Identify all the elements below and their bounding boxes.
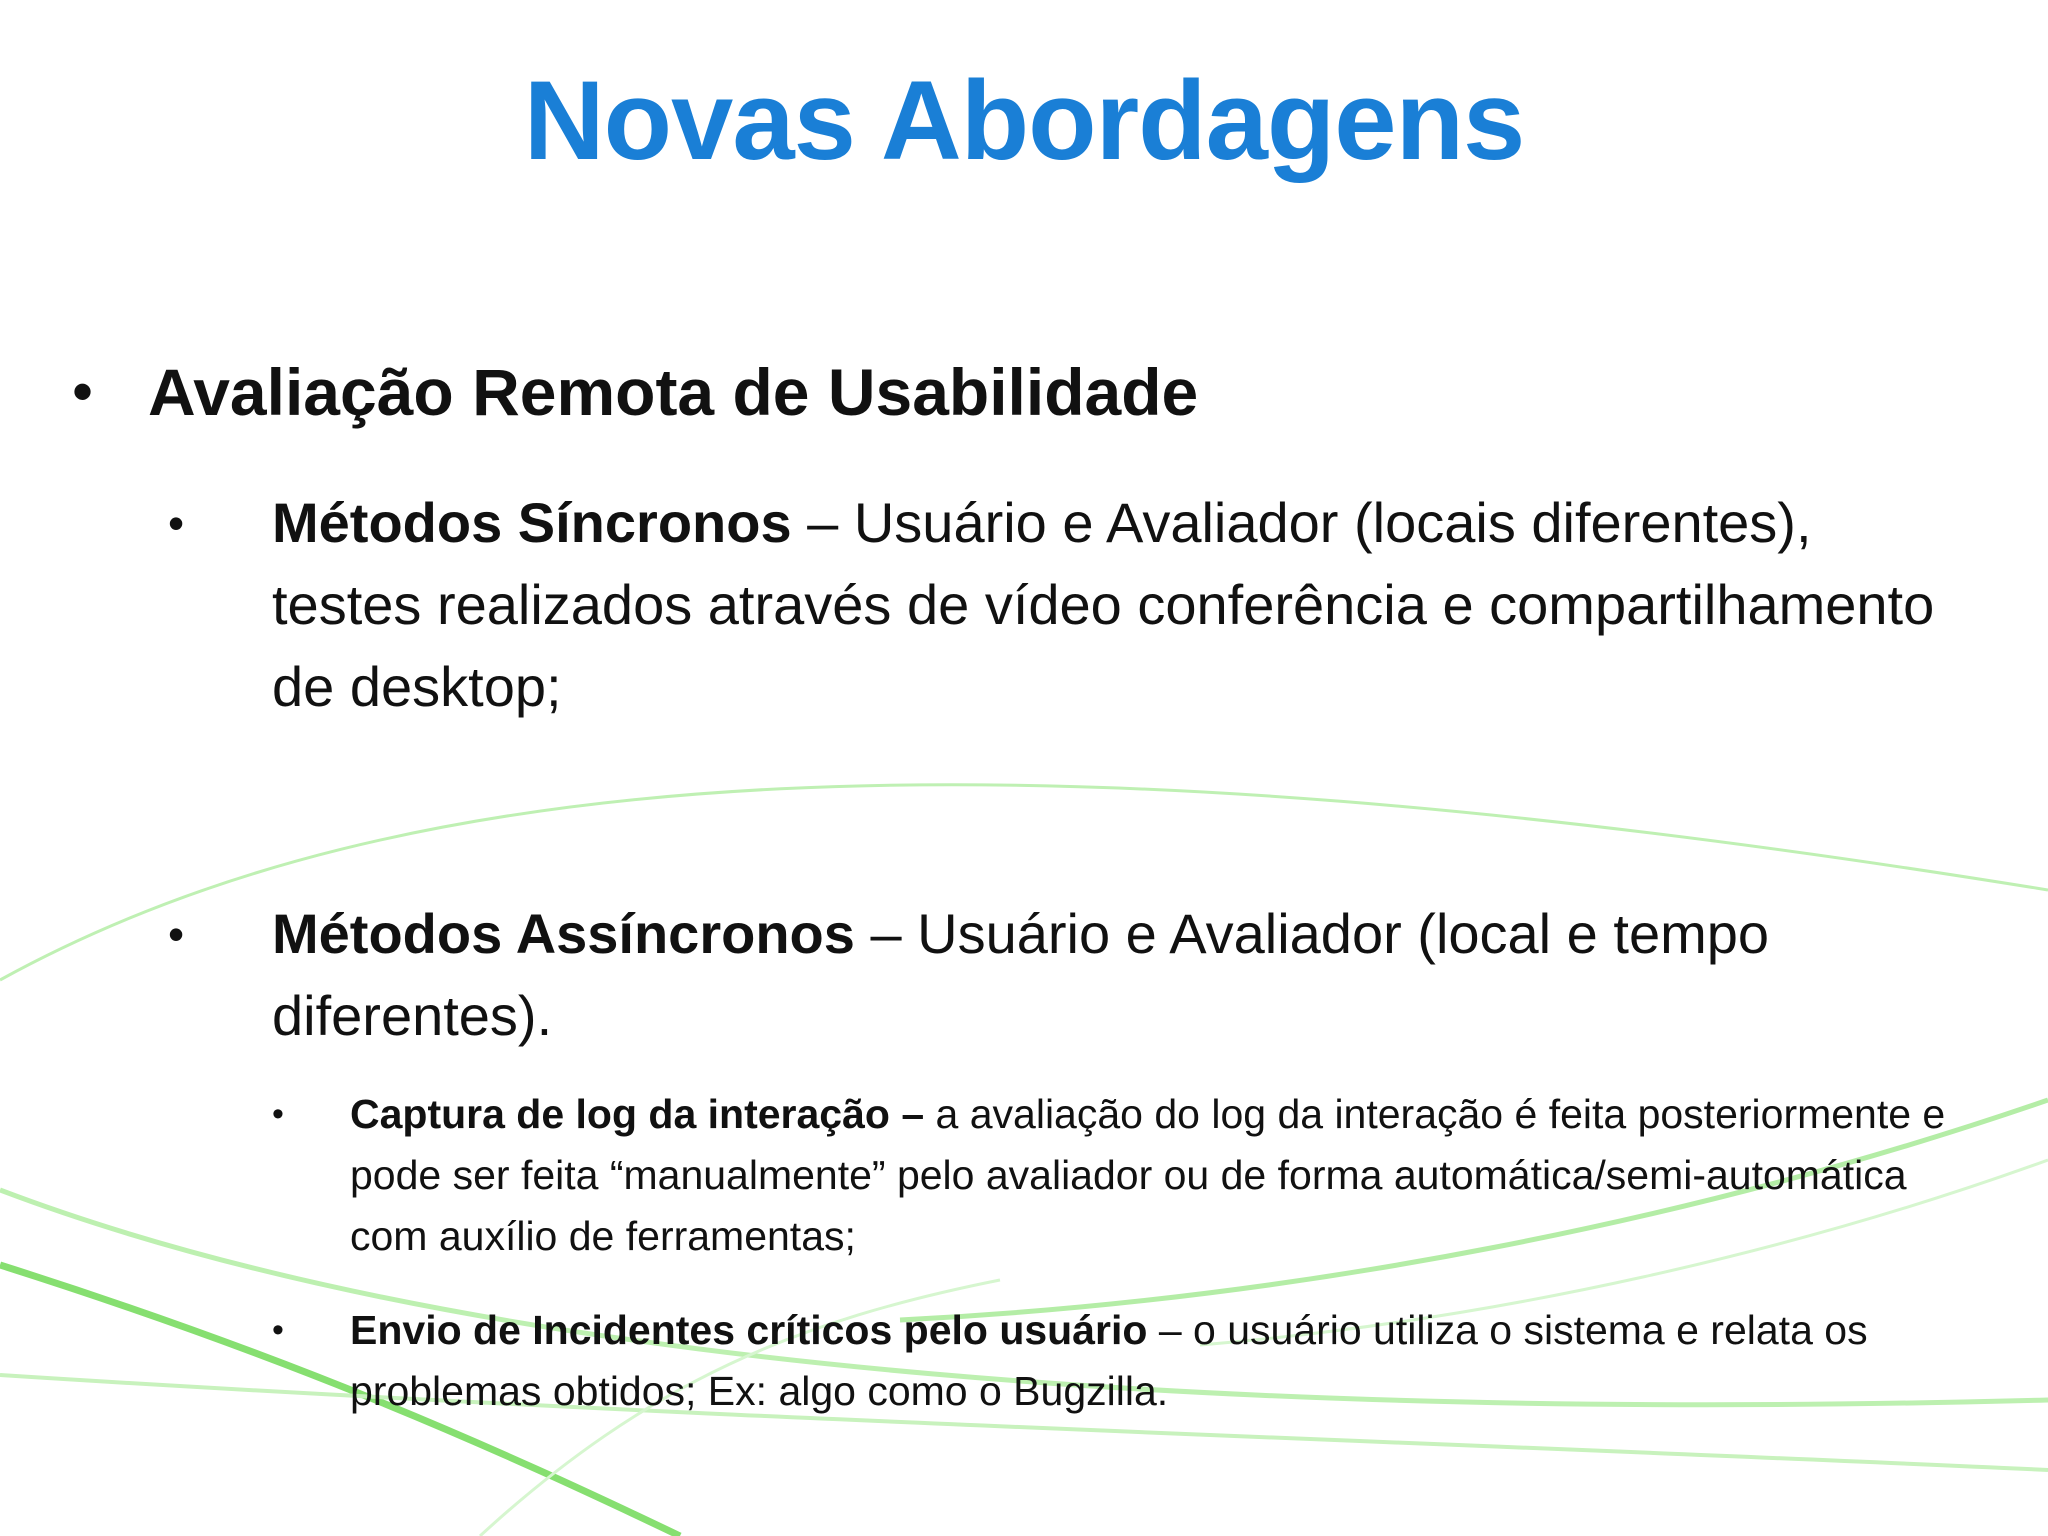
sub-bullet-sync-methods [168,482,1972,728]
detail-bullet-text: a avaliação do log da interação é feita posteriormente e pode ser feita “manualmente” pelo avaliador ou de forma automática/semi-automática com auxílio de ferramentas; [350,1091,1946,1259]
bullet-icon: • [168,497,185,549]
main-bullet-item [72,352,1948,432]
detail-bullet-log-capture [272,1084,1970,1267]
sub-bullet-heading: Métodos Assíncronos [272,902,855,965]
bullet-icon: • [168,908,185,960]
detail-bullet-text: – o usuário utiliza o sistema e relata os problemas obtidos; Ex: algo como o Bugzilla. [350,1307,1868,1414]
slide-title: Novas Abordagens [523,58,1525,183]
sub-bullet-async-methods [168,893,1972,1057]
detail-bullet-heading: Captura de log da interação – [350,1091,925,1137]
bullet-icon: • [272,1095,284,1133]
bullet-icon: • [272,1311,284,1349]
detail-bullet-critical-incidents [272,1300,1970,1422]
sub-bullet-heading: Métodos Síncronos [272,491,792,554]
sub-bullet-text: – Usuário e Avaliador (local e tempo diferentes). [272,902,1770,1047]
main-bullet-label: Avaliação Remota de Usabilidade [148,355,1199,429]
sub-bullet-text: – Usuário e Avaliador (locais diferentes), testes realizados através de vídeo conferência e compartilhamento de desktop; [272,491,1935,718]
bullet-icon: • [72,358,94,425]
detail-bullet-heading: Envio de Incidentes críticos pelo usuário [350,1307,1148,1353]
